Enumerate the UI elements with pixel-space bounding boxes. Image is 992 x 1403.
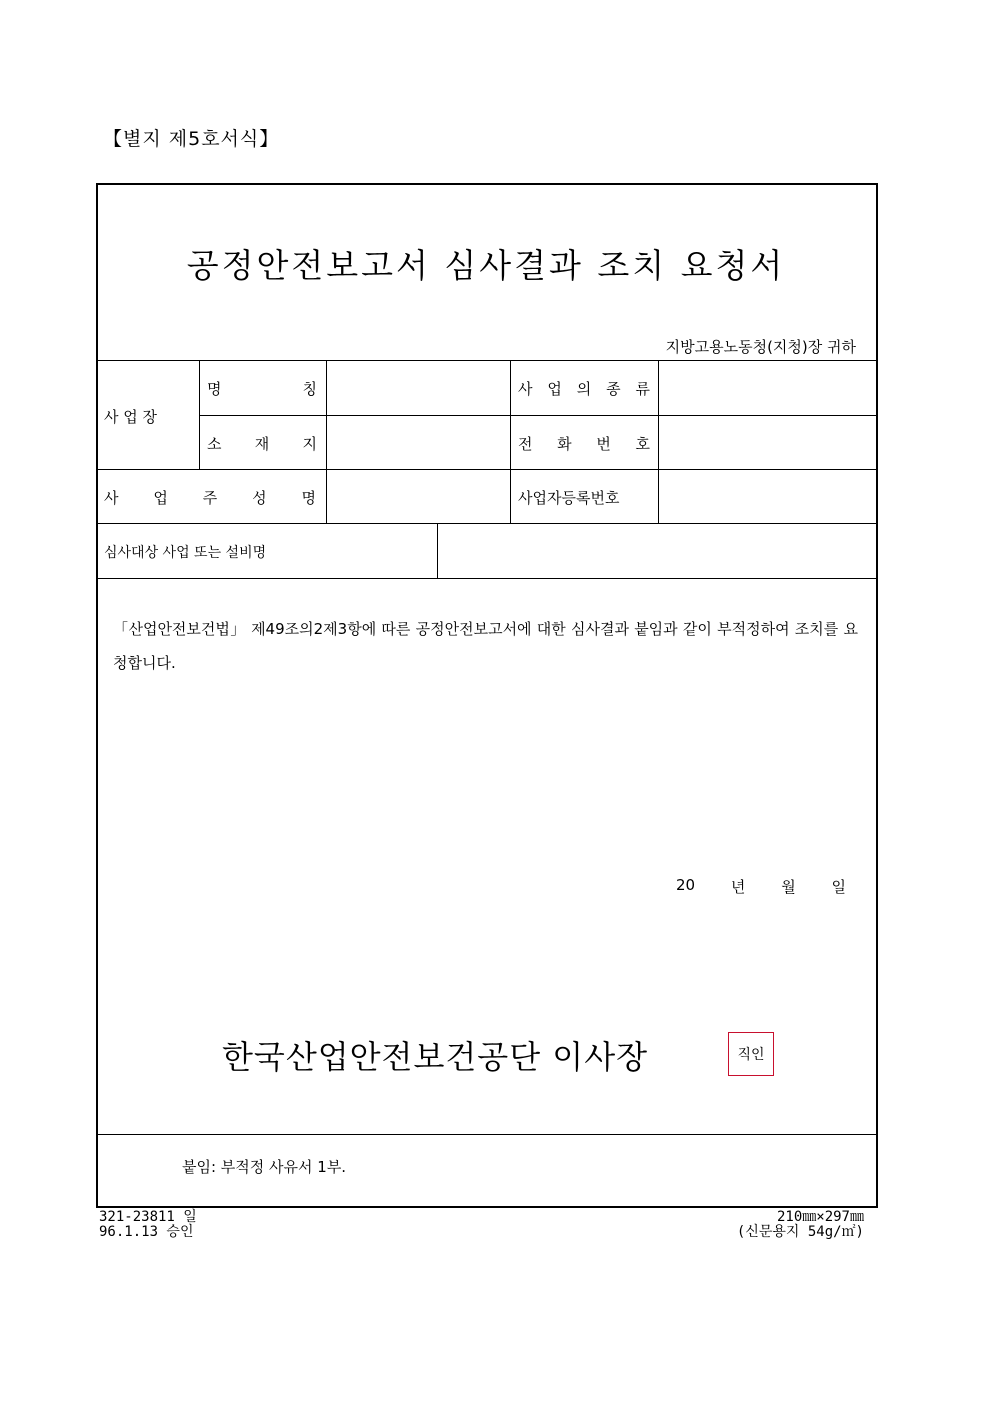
attachment-rule	[96, 1134, 876, 1135]
table-col-3	[510, 360, 511, 524]
subject-facility-field[interactable]	[438, 524, 874, 578]
date-day-unit: 일	[831, 878, 846, 896]
request-body-text: 「산업안전보건법」 제49조의2제3항에 따른 공정안전보고서에 대한 심사결과 붙임과 같이 부적정하여 조치를 요청합니다.	[113, 620, 858, 672]
footer-left	[99, 1210, 197, 1240]
footer-approval-date: 96.1.13 승인	[99, 1224, 194, 1240]
subject-facility-label: 심사대상 사업 또는 설비명	[104, 545, 267, 561]
business-registration-field[interactable]	[659, 470, 874, 523]
phone-field[interactable]	[659, 416, 874, 469]
footer-approval-number: 321-23811 일	[99, 1209, 197, 1225]
issuer-name: 한국산업안전보건공단 이사장	[222, 1038, 649, 1076]
table-bottom-rule	[96, 578, 876, 579]
date-year: 20	[676, 876, 696, 894]
location-label: 소 재 지	[207, 435, 317, 453]
form-number-label: 【별지 제5호서식】	[103, 128, 280, 150]
addressee: 지방고용노동청(지청)장 귀하	[665, 338, 856, 356]
footer-paper-type: (신문용지 54g/㎡)	[736, 1224, 864, 1240]
date-line	[676, 876, 846, 897]
business-type-label: 사 업 의 종 류	[518, 380, 650, 398]
phone-label: 전 화 번 호	[518, 435, 650, 453]
location-field[interactable]	[327, 416, 510, 469]
date-month-unit: 월	[781, 878, 796, 896]
seal-text: 직인	[737, 1047, 765, 1063]
document-title: 공정안전보고서 심사결과 조치 요청서	[186, 246, 786, 285]
business-registration-label: 사업자등록번호	[518, 489, 620, 507]
official-seal-box	[728, 1032, 774, 1076]
date-year-unit: 년	[730, 878, 746, 896]
attachment-note: 붙임: 부적정 사유서 1부.	[182, 1158, 347, 1176]
footer-paper-size: 210㎜×297㎜	[776, 1209, 864, 1225]
footer-right	[737, 1210, 864, 1240]
name-field[interactable]	[327, 361, 510, 415]
name-label: 명 칭	[207, 380, 317, 398]
owner-name-label: 사 업 주 성 명	[104, 489, 316, 507]
business-type-field[interactable]	[659, 361, 874, 415]
workplace-label: 사 업 장	[104, 408, 158, 426]
table-col-1	[199, 360, 200, 470]
owner-name-field[interactable]	[327, 470, 510, 523]
